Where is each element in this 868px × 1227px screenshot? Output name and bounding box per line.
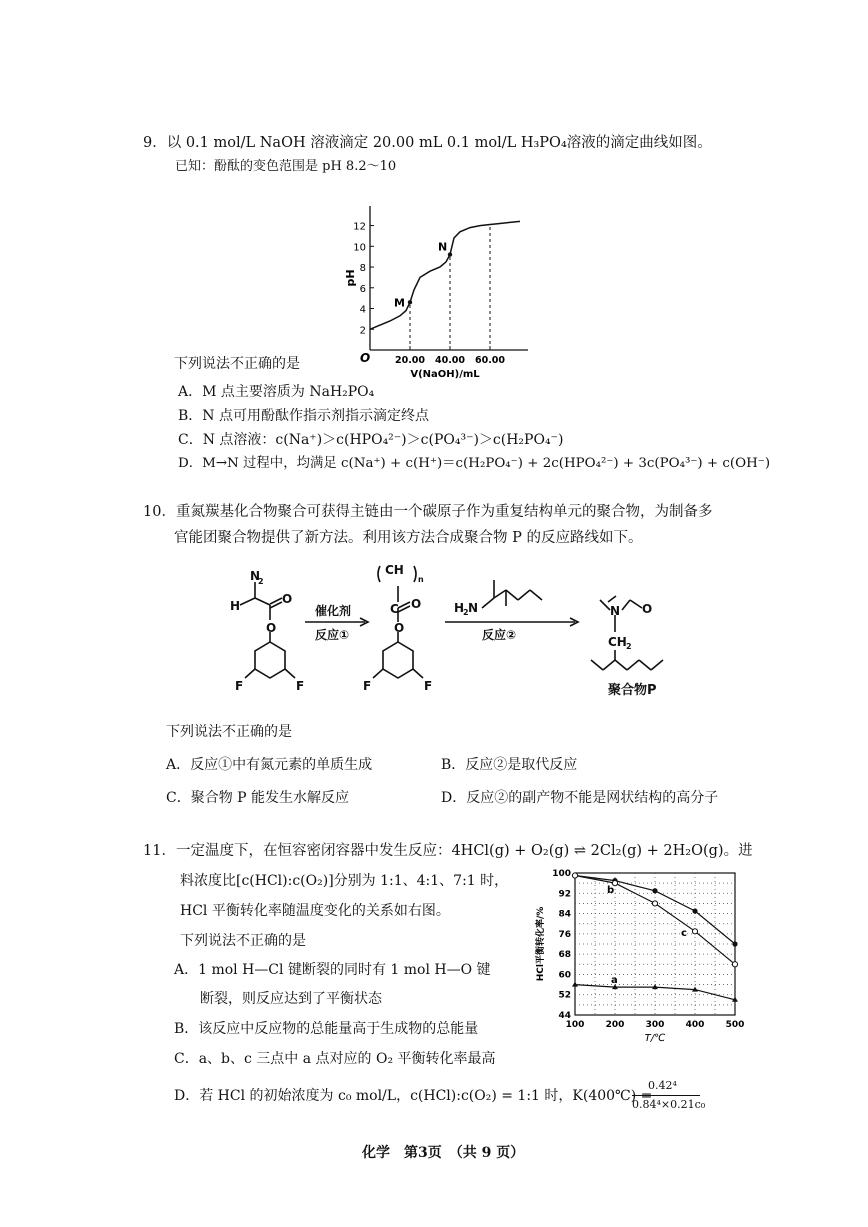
q11-option-d: D．若 HCl 的初始浓度为 c₀ mol/L，c(HCl):c(O₂) = 1:1 时，K(400℃) = <box>174 1088 653 1104</box>
data-point <box>652 888 657 893</box>
y-tick-label: 8 <box>359 263 366 275</box>
q10-catalyst-label: 催化剂 <box>315 604 352 618</box>
data-point <box>692 908 697 913</box>
svg-text:CH: CH <box>608 635 627 649</box>
y-axis-label: pH <box>344 269 357 287</box>
q9-option-a: A．M 点主要溶质为 NaH₂PO₄ <box>178 384 375 400</box>
data-point <box>572 873 577 878</box>
x-tick-label: 400 <box>685 1020 705 1030</box>
point-c-label: c <box>681 927 687 939</box>
svg-text:O: O <box>266 621 277 635</box>
y-tick-label: 52 <box>558 990 571 1001</box>
y-tick-label: 68 <box>558 950 571 961</box>
q10-ask: 下列说法不正确的是 <box>166 724 292 740</box>
x-tick-label: 60.00 <box>474 355 506 366</box>
svg-text:F: F <box>363 679 372 693</box>
point-n-marker <box>448 252 452 256</box>
x-axis-label: V(NaOH)/mL <box>410 369 480 380</box>
q10-reaction-scheme <box>210 560 710 710</box>
svg-text:2: 2 <box>463 608 469 617</box>
q10-stem-line1: 10．重氮羰基化合物聚合可获得主链由一个碳原子作为重复结构单元的聚合物，为制备多 <box>143 504 713 520</box>
q9-option-b: B．N 点可用酚酞作指示剂指示滴定终点 <box>178 408 429 424</box>
q11-option-a-line2: 断裂，则反应达到了平衡状态 <box>200 991 382 1007</box>
q11-stem-line3: HCl 平衡转化率随温度变化的关系如右图。 <box>180 903 450 919</box>
y-tick-label: 10 <box>353 242 366 254</box>
q9-titration-chart <box>340 200 530 380</box>
q10-reaction2-label: 反应② <box>482 628 517 642</box>
svg-text:n: n <box>418 575 424 584</box>
y-tick-label: 84 <box>558 909 571 920</box>
svg-text:H: H <box>230 599 241 613</box>
q11-ask: 下列说法不正确的是 <box>180 933 306 949</box>
x-tick-label: 500 <box>725 1020 745 1030</box>
point-n-label: N <box>438 240 448 254</box>
data-point <box>732 962 737 967</box>
q11-fraction-denominator: 0.84⁴×0.21c₀ <box>632 1098 706 1111</box>
svg-text:F: F <box>235 679 244 693</box>
q10-stem-line2: 官能团聚合物提供了新方法。利用该方法合成聚合物 P 的反应路线如下。 <box>174 530 643 546</box>
svg-text:CH: CH <box>385 563 404 577</box>
x-axis-label: T/℃ <box>644 1033 666 1044</box>
data-point <box>692 929 697 934</box>
q10-option-b: B．反应②是取代反应 <box>441 757 578 773</box>
q10-option-a: A．反应①中有氮元素的单质生成 <box>166 757 373 773</box>
svg-text:F: F <box>424 679 433 693</box>
svg-text:N: N <box>250 569 261 583</box>
x-tick-label: 300 <box>645 1020 665 1030</box>
data-point <box>732 941 737 946</box>
x-tick-label: 40.00 <box>434 355 466 366</box>
q9-ask: 下列说法不正确的是 <box>174 356 300 372</box>
q9-option-d: D．M→N 过程中，均满足 c(Na⁺) + c(H⁺)＝c(H₂PO₄⁻) + 2c(HPO₄²⁻) + 3c(PO₄³⁻) + c(OH⁻) <box>178 456 771 471</box>
svg-text:N: N <box>610 604 621 618</box>
svg-text:O: O <box>282 592 293 606</box>
q11-option-b: B．该反应中反应物的总能量高于生成物的总能量 <box>174 1021 479 1037</box>
q10-reaction1-label: 反应① <box>315 628 350 642</box>
y-tick-label: 60 <box>558 970 571 981</box>
q10-option-d: D．反应②的副产物不能是网状结构的高分子 <box>441 790 719 806</box>
data-point <box>572 982 578 987</box>
y-tick-label: 6 <box>359 283 366 295</box>
q11-option-a-line1: A．1 mol H—Cl 键断裂的同时有 1 mol H—O 键 <box>174 962 491 978</box>
page-footer: 化学 第3页 （共 9 页） <box>362 1145 525 1161</box>
point-b-label: b <box>607 884 615 896</box>
y-axis-label: HCl平衡转化率/% <box>536 906 546 982</box>
y-tick-label: 44 <box>558 1011 571 1021</box>
origin-label: O <box>360 351 371 365</box>
svg-text:O: O <box>642 602 653 616</box>
y-tick-label: 92 <box>558 889 571 900</box>
q9-known: 已知：酚酞的变色范围是 pH 8.2～10 <box>175 159 397 174</box>
svg-text:2: 2 <box>626 642 632 651</box>
q11-fraction-numerator: 0.42⁴ <box>648 1079 677 1092</box>
point-m-marker <box>408 300 412 304</box>
x-tick-label: 20.00 <box>394 355 426 366</box>
q9-option-c: C．N 点溶液：c(Na⁺)＞c(HPO₄²⁻)＞c(PO₄³⁻)＞c(H₂PO₄⁻) <box>178 432 564 448</box>
svg-text:N: N <box>468 601 479 615</box>
y-tick-label: 2 <box>359 325 366 337</box>
y-tick-label: 76 <box>558 929 571 940</box>
x-tick-label: 200 <box>605 1020 625 1030</box>
q11-conversion-chart <box>535 865 745 1045</box>
svg-text:O: O <box>394 621 405 635</box>
point-m-label: M <box>394 296 405 310</box>
q11-fraction-bar <box>632 1095 700 1096</box>
svg-text:2: 2 <box>258 577 264 586</box>
data-point <box>652 901 657 906</box>
q11-stem-line1: 11．一定温度下，在恒容密闭容器中发生反应：4HCl(g) + O₂(g) ⇌ 2Cl₂(g) + 2H₂O(g)。进 <box>143 843 753 859</box>
q11-option-c: C．a、b、c 三点中 a 点对应的 O₂ 平衡转化率最高 <box>174 1051 496 1067</box>
q10-product-label: 聚合物P <box>608 683 657 698</box>
q9-stem: 9．以 0.1 mol/L NaOH 溶液滴定 20.00 mL 0.1 mol/L H₃PO₄溶液的滴定曲线如图。 <box>143 135 712 151</box>
point-a-label: a <box>611 975 618 987</box>
x-tick-label: 100 <box>565 1020 585 1030</box>
svg-text:O: O <box>411 597 422 611</box>
q10-option-c: C．聚合物 P 能发生水解反应 <box>166 790 350 806</box>
y-tick-label: 4 <box>359 304 366 316</box>
svg-text:C: C <box>390 602 399 616</box>
titration-curve <box>370 221 520 329</box>
svg-text:F: F <box>296 679 305 693</box>
q11-stem-line2: 料浓度比[c(HCl):c(O₂)]分别为 1:1、4:1、7:1 时， <box>180 873 509 889</box>
y-tick-label: 100 <box>552 869 571 879</box>
y-tick-label: 12 <box>353 221 366 233</box>
svg-text:H: H <box>454 601 465 615</box>
